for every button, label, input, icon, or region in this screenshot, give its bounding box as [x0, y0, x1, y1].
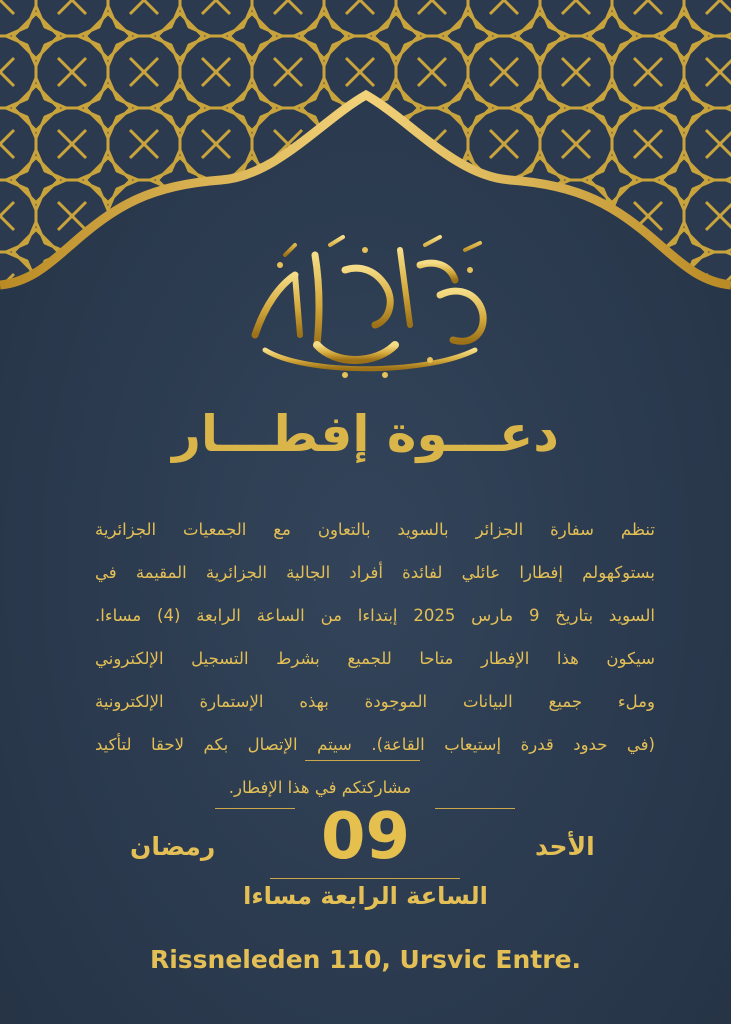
body-line: (في حدود قدرة إستيعاب القاعة). سيتم الإتصال بكم لاحقا لتأكيد — [95, 735, 655, 754]
divider-line — [305, 760, 420, 761]
ramadan-kareem-calligraphy — [225, 225, 505, 385]
day-number: 09 — [320, 800, 411, 874]
event-address: Rissneleden 110, Ursvic Entre. — [149, 945, 582, 974]
divider-line — [270, 878, 460, 879]
month-label: رمضان — [130, 832, 216, 861]
invitation-title: دعـــوة إفطـــار — [172, 405, 559, 463]
body-line: تنظم سفارة الجزائر بالسويد بالتعاون مع الجمعيات الجزائرية — [95, 520, 655, 539]
body-line: السويد بتاريخ 9 مارس 2025 إبتداءا من الساعة الرابعة (4) مساءا. — [95, 606, 655, 625]
body-line: بستوكهولم إفطارا عائلي لفائدة أفراد الجالية الجزائرية المقيمة في — [95, 563, 655, 582]
body-line: وملء جميع البيانات الموجودة بهذه الإستمارة الإلكترونية — [95, 692, 655, 711]
body-line: سيكون هذا الإفطار متاحا للجميع بشرط التسجيل الإلكتروني — [95, 649, 655, 668]
day-name-label: الأحد — [535, 832, 595, 861]
body-line: مشاركتكم في هذا الإفطار. — [228, 778, 412, 797]
invitation-body — [95, 508, 655, 809]
event-time: الساعة الرابعة مساءا — [243, 882, 488, 910]
